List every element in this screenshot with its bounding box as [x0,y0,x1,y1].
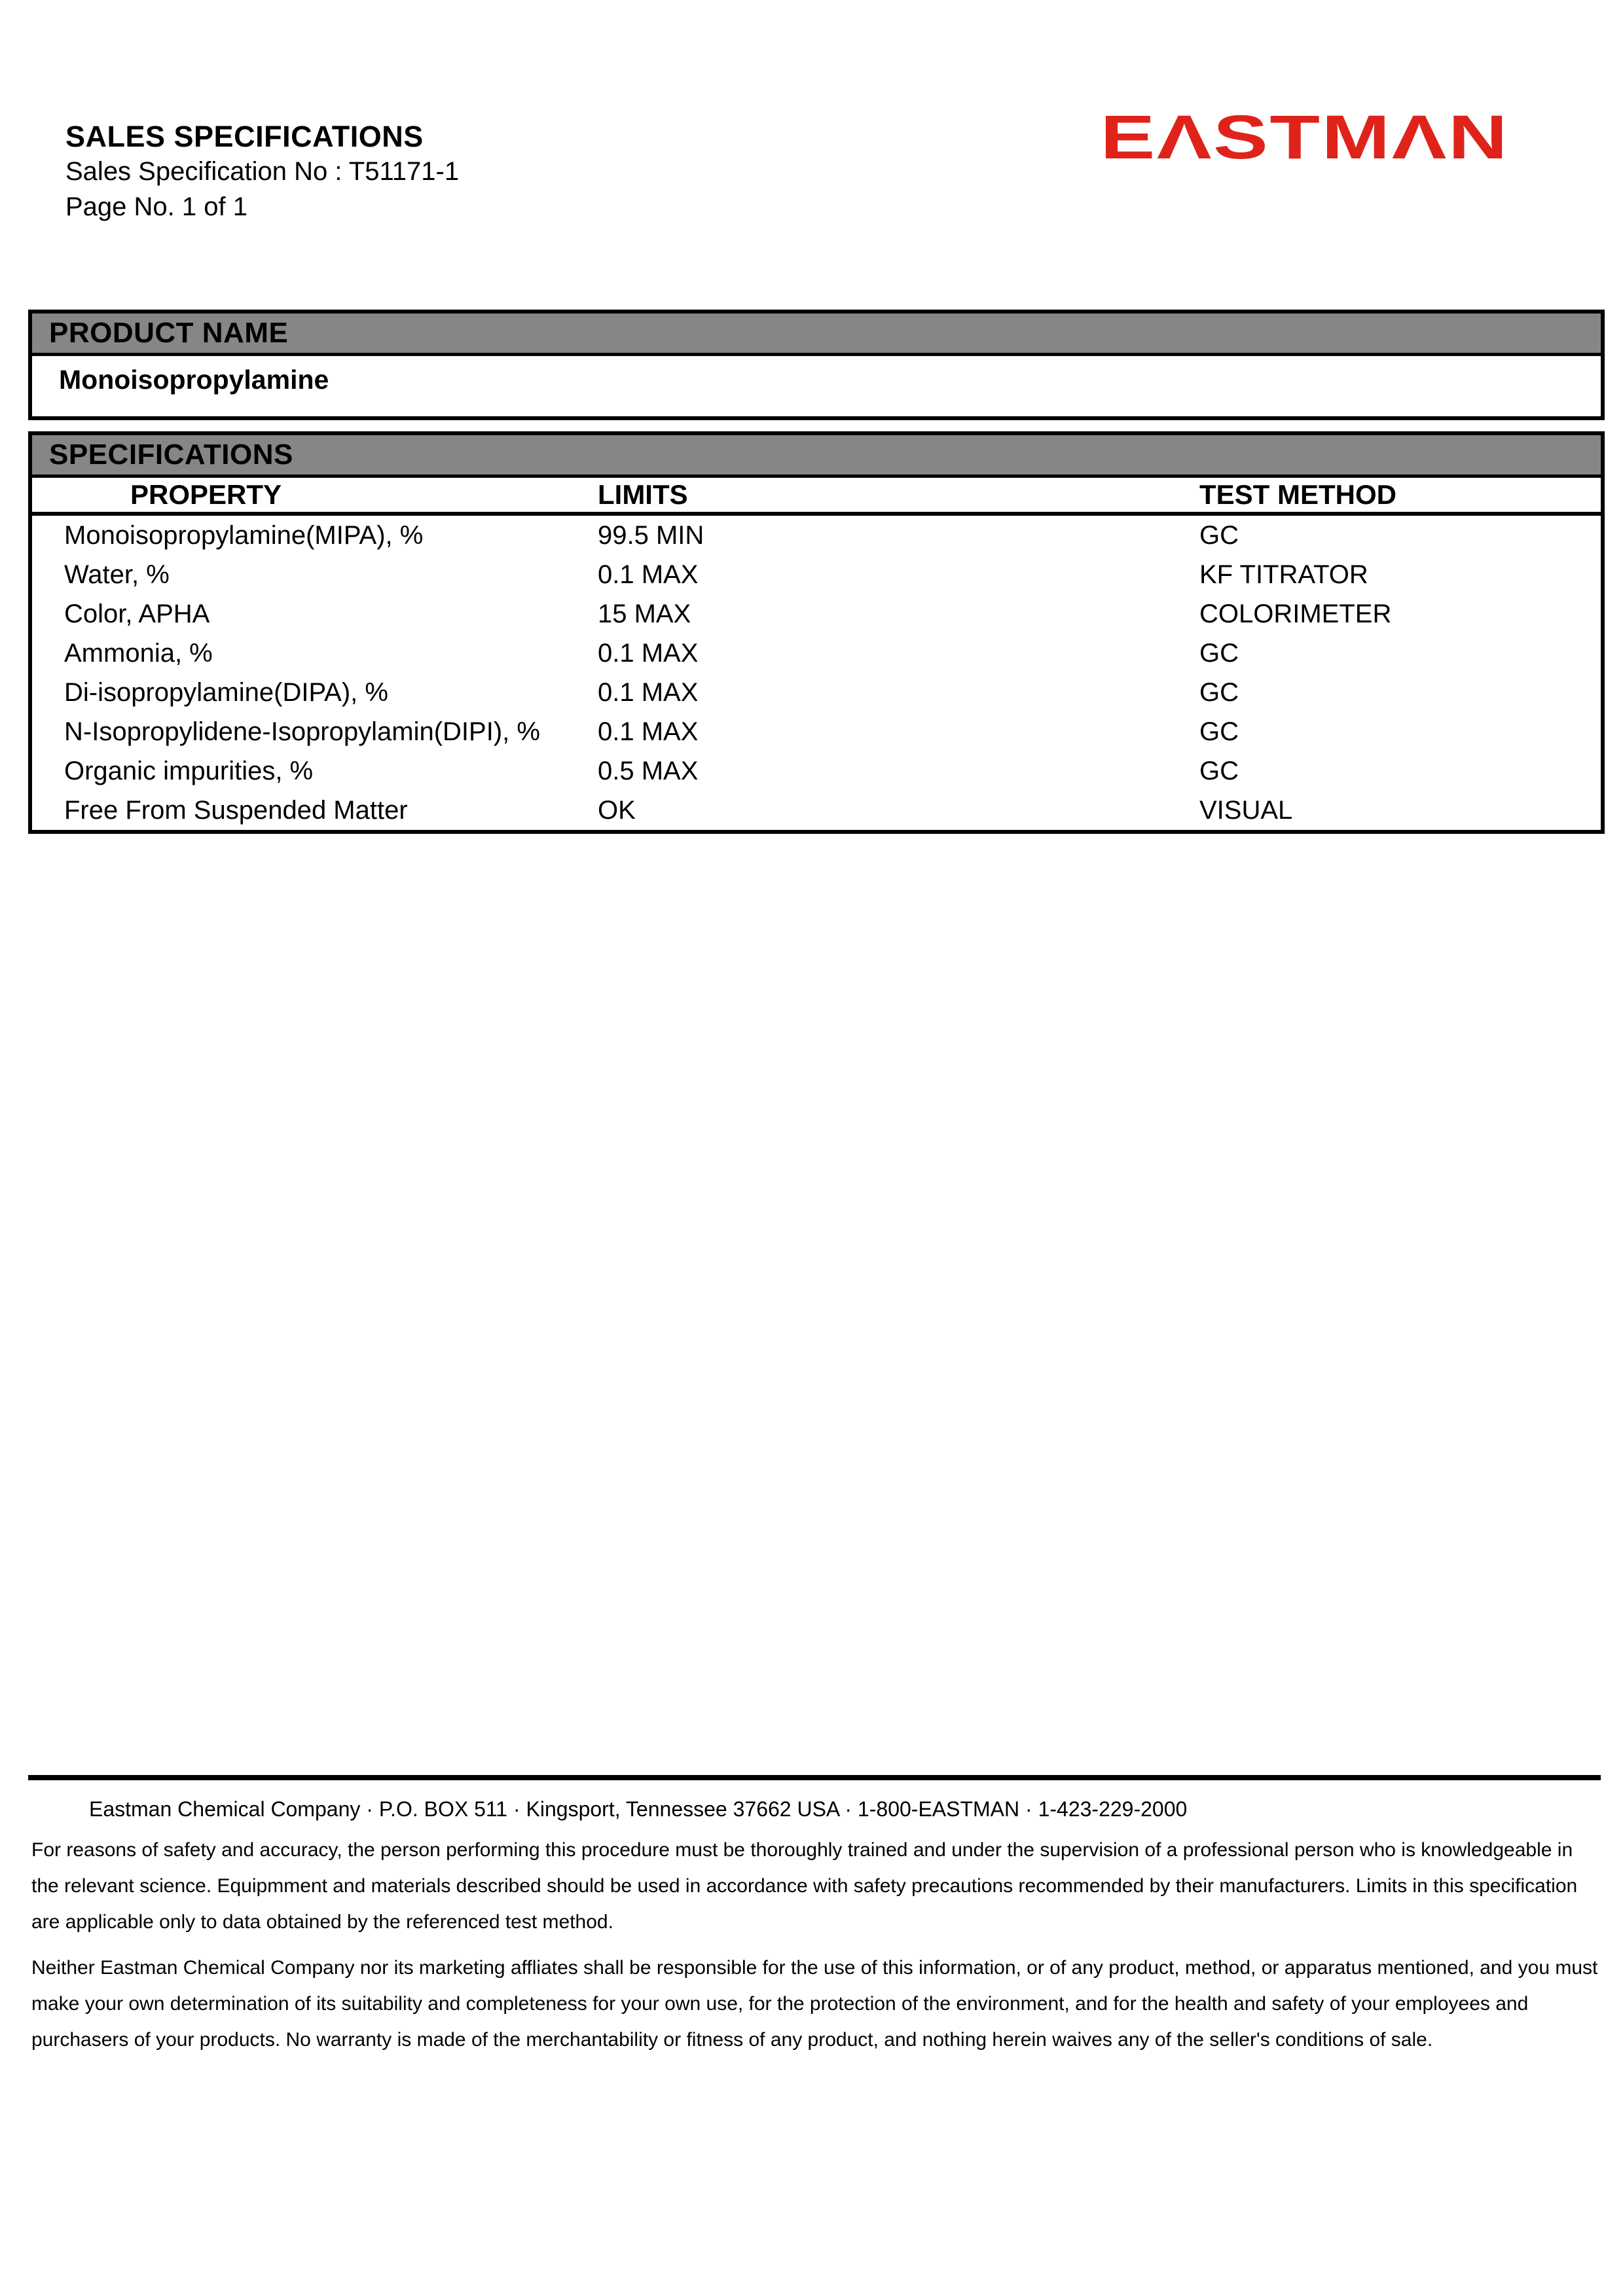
column-header-test-method: TEST METHOD [1199,479,1396,510]
spec-table-header-row [32,478,1601,516]
footer-divider [28,1775,1601,1780]
spec-limit-cell: 99.5 MIN [598,521,704,550]
spec-property-cell: Ammonia, % [64,639,213,668]
page-title: SALES SPECIFICATIONS [65,120,424,153]
spec-table-row [32,673,1601,712]
spec-property-cell: N-Isopropylidene-Isopropylamin(DIPI), % [64,717,540,746]
spec-limit-cell: 0.1 MAX [598,717,699,746]
page-number-line: Page No. 1 of 1 [65,192,247,221]
spec-method-cell: GC [1199,521,1239,550]
spec-property-cell: Color, APHA [64,600,210,628]
specifications-header-bar: SPECIFICATIONS [32,435,1601,478]
spec-table-row [32,712,1601,751]
company-address-line: Eastman Chemical Company · P.O. BOX 511 · Kingsport, Tennessee 37662 USA · 1-800-EASTMAN · 1-423-229-2000 [89,1797,1188,1821]
spec-table-row [32,516,1601,555]
column-header-property: PROPERTY [130,479,282,510]
product-name-value: Monoisopropylamine [59,365,329,395]
spec-limit-cell: 0.1 MAX [598,639,699,668]
spec-table-body [32,516,1601,830]
product-name-section [28,310,1605,420]
spec-method-cell: GC [1199,717,1239,746]
eastman-logo: EΛSTMΛN [1100,103,1509,172]
spec-method-cell: GC [1199,678,1239,707]
legal-paragraph-warranty: Neither Eastman Chemical Company nor its marketing affliates shall be responsible for the use of this information, or of any product, method, or apparatus mentioned, and you must make your own determination of its suitability and completeness for your own use, for the protection of the environment, and for the health and safety of your employees and purchasers of your products. No warranty is made of the merchantability or fitness of any product, and nothing herein waives any of the seller's conditions of sale. [31,1957,1598,2051]
spec-limit-cell: 0.1 MAX [598,560,699,589]
spec-method-cell: KF TITRATOR [1199,560,1368,589]
spec-table-row [32,634,1601,673]
spec-table-row [32,555,1601,594]
spec-limit-cell: 0.5 MAX [598,757,699,785]
spec-table-row [32,751,1601,791]
spec-limit-cell: 0.1 MAX [598,678,699,707]
column-header-limits: LIMITS [598,479,688,510]
spec-method-cell: GC [1199,757,1239,785]
spec-table-row [32,594,1601,634]
spec-method-cell: COLORIMETER [1199,600,1392,628]
spec-property-cell: Monoisopropylamine(MIPA), % [64,521,424,550]
legal-paragraph-safety: For reasons of safety and accuracy, the person performing this procedure must be thoroughly trained and under the supervision of a professional person who is knowledgeable in the relevant science. Equipmment and materials described should be used in accordance with safety precautions recommended by their manufacturers. Limits in this specification are applicable only to data obtained by the referenced test method. [31,1839,1578,1933]
spec-property-cell: Free From Suspended Matter [64,796,408,825]
legal-text [31,1832,1604,2068]
spec-property-cell: Organic impurities, % [64,757,314,785]
spec-limit-cell: 15 MAX [598,600,691,628]
spec-property-cell: Di-isopropylamine(DIPA), % [64,678,388,707]
specifications-section [28,431,1605,834]
spec-property-cell: Water, % [64,560,170,589]
spec-method-cell: GC [1199,639,1239,668]
spec-table-row [32,791,1601,830]
spec-number-line: Sales Specification No : T51171-1 [65,157,460,186]
document-header [65,120,459,224]
spec-limit-cell: OK [598,796,636,825]
product-name-header-bar: PRODUCT NAME [32,314,1601,356]
spec-method-cell: VISUAL [1199,796,1293,825]
